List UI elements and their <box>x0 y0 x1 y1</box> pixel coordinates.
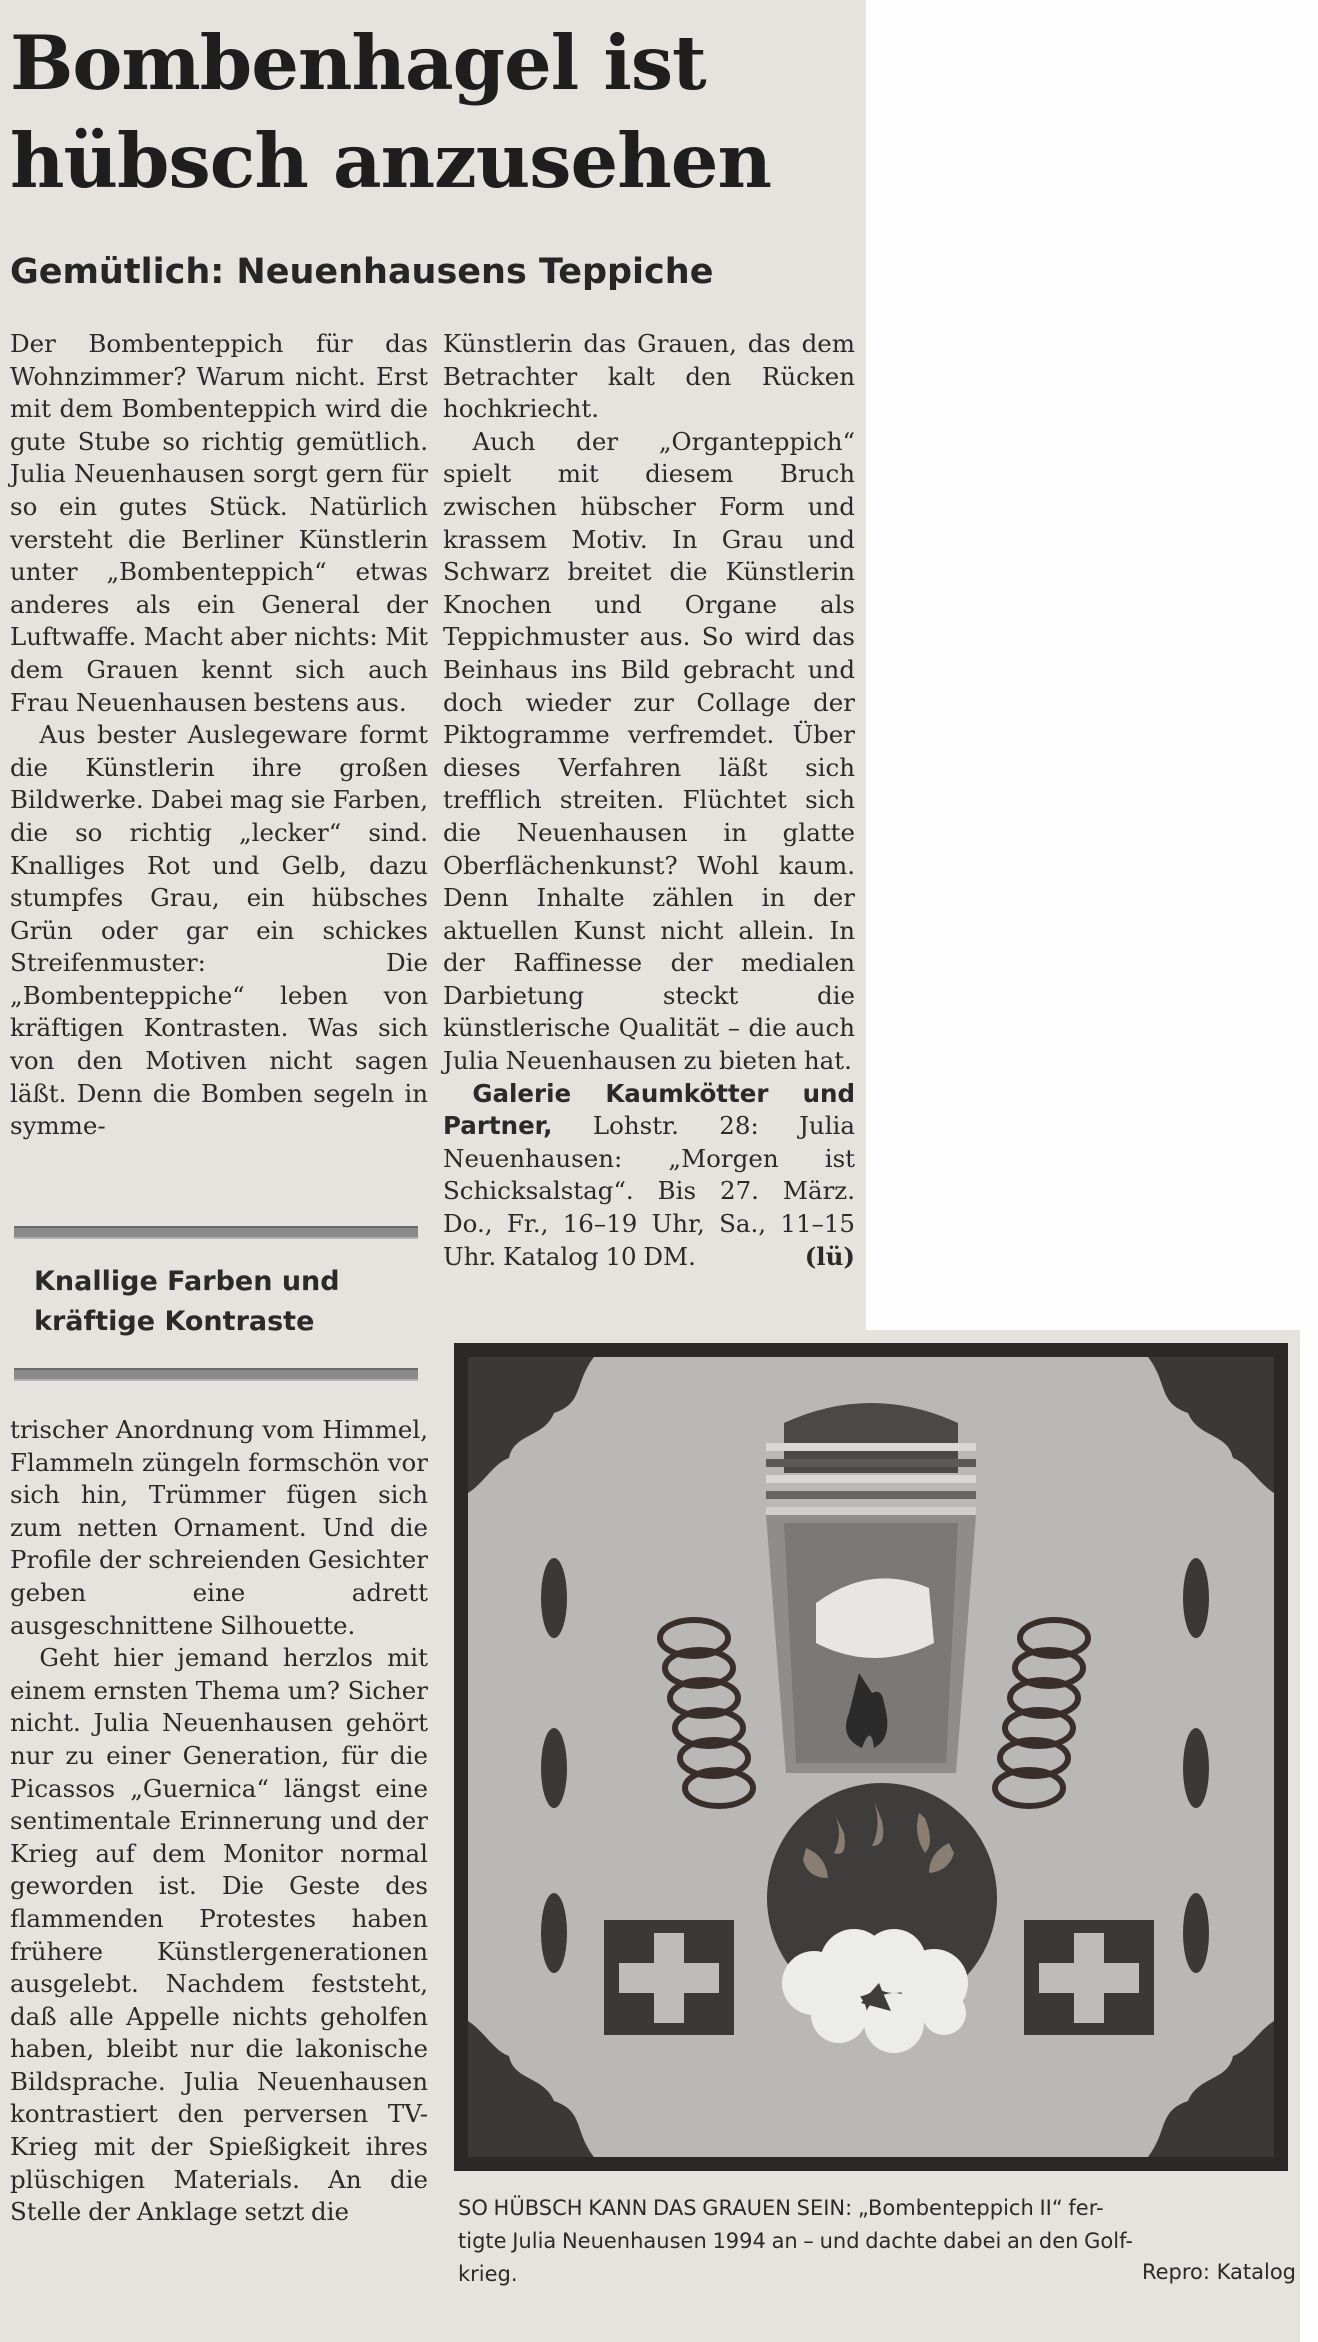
left-cross-tile <box>604 1920 734 2035</box>
crosshead <box>34 1262 404 1342</box>
right-cross-tile <box>1024 1920 1154 2035</box>
exhibition-info <box>443 1078 855 1274</box>
article-column-2 <box>443 328 855 1273</box>
crosshead-line-2: kräftige Kontraste <box>34 1306 315 1337</box>
article-column-1 <box>10 328 428 1143</box>
crosshead-rule-top <box>14 1226 418 1239</box>
paragraph: Geht hier jemand herzlos mit einem ernsten Thema um? Sicher nicht. Julia Neuenhausen gehört nur zu einer Generation, für die Picassos „Guernica“ längst eine sentimentale Erinnerung und der Krieg auf dem Monitor normal geworden ist. Die Geste des flammenden Protestes haben frühere Künstlergenerationen ausgelebt. Nachdem feststeht, daß alle Appelle nichts geholfen haben, bleibt nur die lakonische Bildsprache. Julia Neuenhausen kontrastiert den perversen TV-Krieg mit der Spießigkeit ihres plüschigen Materials. An die Stelle der Anklage setzt die <box>10 1643 428 2227</box>
crosshead-rule-bottom <box>14 1368 418 1381</box>
venue-details: Lohstr. 28: Julia Neuenhausen: „Morgen ist Schicksalstag“. Bis 27. März. Do., Fr., 16–19 Uhr, Sa., 11–15 Uhr. Katalog 10 DM. <box>443 1111 855 1271</box>
paragraph: Aus bester Auslegeware formt die Künstlerin ihre großen Bildwerke. Dabei mag sie Farben, die so richtig „lecker“ sind. Knalliges Rot und Gelb, dazu stumpfes Grau, ein hübsches Grün oder gar ein schickes Streifenmuster: Die „Bombenteppiche“ leben von kräftigen Kontrasten. Was sich von den Motiven nicht sagen läßt. Denn die Bomben segeln in symme- <box>10 720 428 1141</box>
paragraph: Künstlerin das Grauen, das dem Betrachter kalt den Rücken hochkriecht. <box>443 329 855 424</box>
caption-line: SO HÜBSCH KANN DAS GRAUEN SEIN: „Bombenteppich II“ fer- <box>458 2196 1104 2220</box>
crosshead-line-1: Knallige Farben und <box>34 1266 340 1297</box>
headline-line-1: Bombenhagel ist <box>10 19 706 107</box>
paragraph: Auch der „Organteppich“ spielt mit diesem Bruch zwischen hübscher Form und krassem Motiv. In Grau und Schwarz breitet die Künstlerin Knochen und Organe als Teppichmuster aus. So wird das Beinhaus ins Bild gebracht und doch wieder zur Collage der Piktogramme verfremdet. Über dieses Verfahren läßt sich trefflich streiten. Flüchtet sich die Neuenhausen in glatte Oberflächenkunst? Wohl kaum. Denn Inhalte zählen in der aktuellen Kunst nicht allein. In der Raffinesse der medialen Darbietung steckt die künstlerische Qualität – die auch Julia Neuenhausen zu bieten hat. <box>443 426 855 1076</box>
headline <box>10 14 860 210</box>
paragraph: Der Bombenteppich für das Wohnzimmer? Warum nicht. Erst mit dem Bombenteppich wird die gute Stube so richtig gemütlich. Julia Neuenhausen sorgt gern für so ein gutes Stück. Natürlich versteht die Berliner Künstlerin unter „Bombenteppich“ etwas anderes als ein General der Luftwaffe. Macht aber nichts: Mit dem Grauen kennt sich auch Frau Neuenhausen bestens aus. <box>10 329 428 717</box>
photo-credit: Repro: Katalog <box>1141 2260 1296 2284</box>
carpet-artwork-photo <box>454 1343 1288 2171</box>
subheadline: Gemütlich: Neuenhausens Teppiche <box>10 252 714 292</box>
paragraph: trischer Anordnung vom Himmel, Flammeln züngeln formschön vor sich hin, Trümmer fügen sich zum netten Ornament. Und die Profile der schreienden Gesichter geben eine adrett ausgeschnittene Silhouette. <box>10 1415 428 1640</box>
headline-line-2: hübsch anzusehen <box>10 117 771 205</box>
byline: (lü) <box>804 1241 855 1271</box>
venue-name: Galerie Kaumkötter und Partner, <box>443 1078 855 1141</box>
caption-line: krieg. <box>458 2262 518 2286</box>
caption-line: tigte Julia Neuenhausen 1994 an – und dachte dabei an den Golf- <box>458 2229 1133 2253</box>
article-column-3 <box>10 1414 428 2229</box>
